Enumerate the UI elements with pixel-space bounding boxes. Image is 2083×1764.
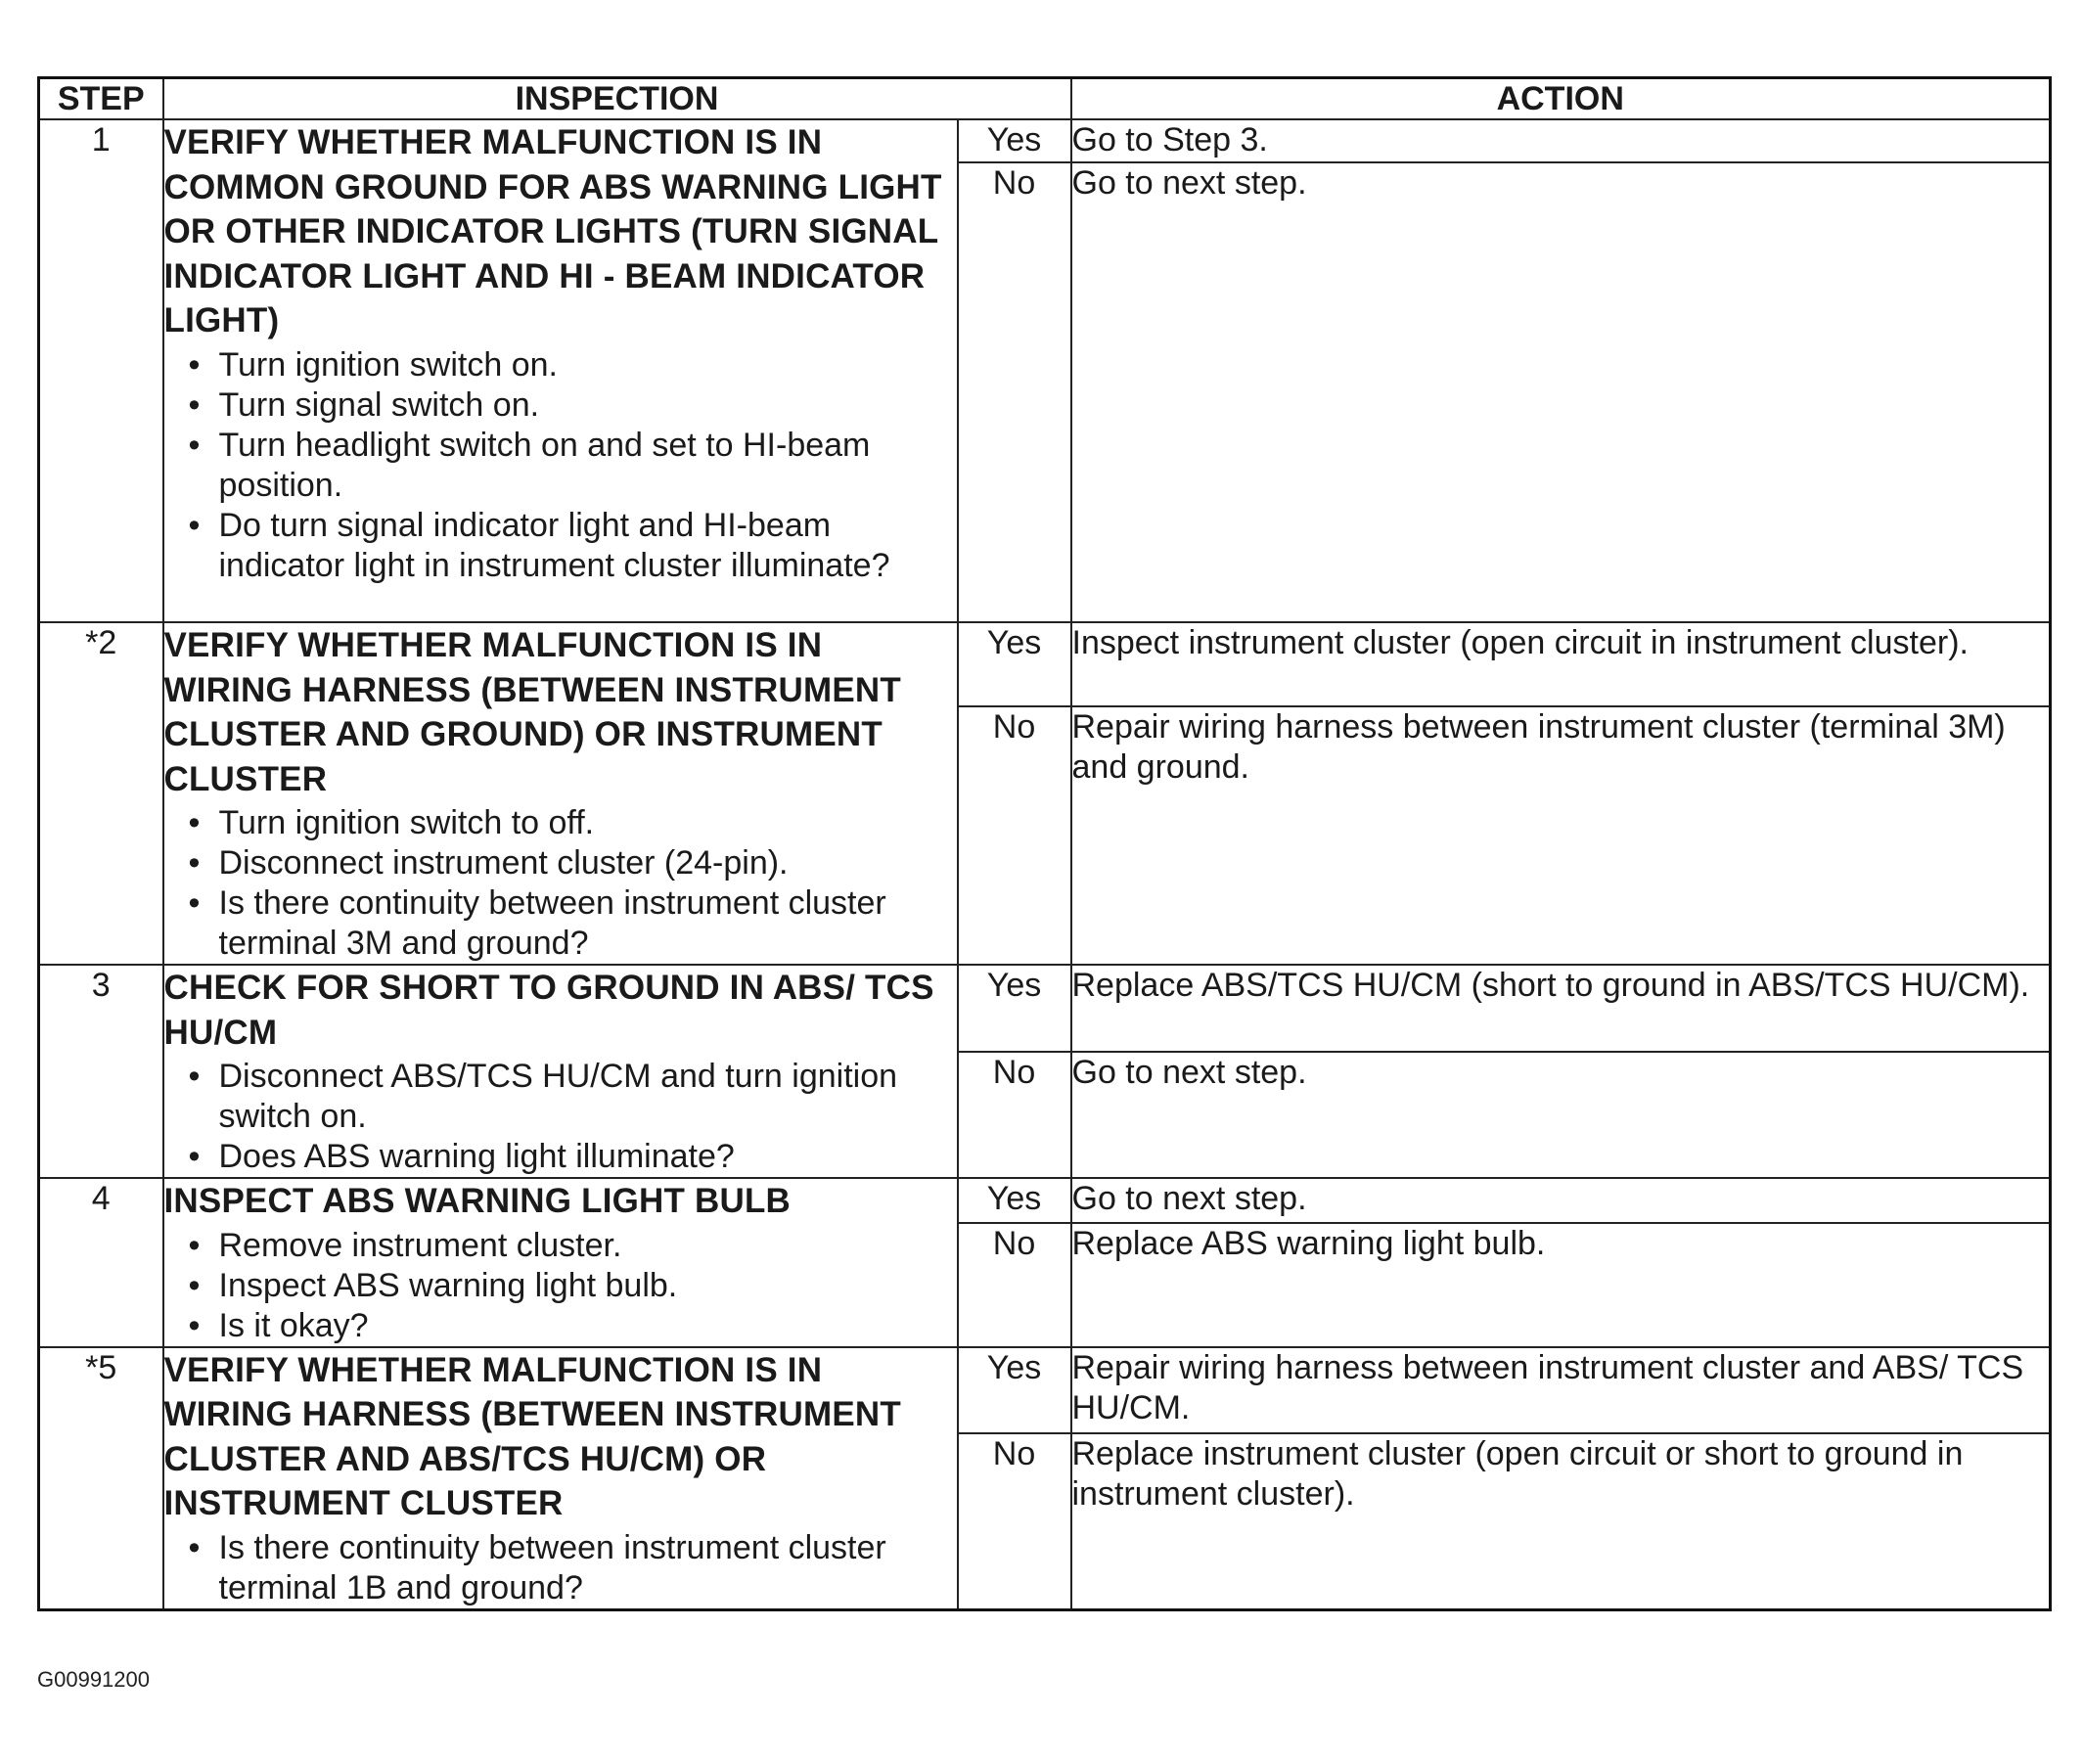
no-label: No [958, 1052, 1071, 1178]
step-number: 1 [39, 119, 163, 622]
no-label: No [958, 1223, 1071, 1347]
inspection-bullet-list [164, 1226, 957, 1346]
no-action: Go to next step. [1071, 162, 2051, 622]
yes-action: Inspect instrument cluster (open circuit in instrument cluster). [1071, 622, 2051, 706]
inspection-bullet-list [164, 1057, 957, 1177]
table-row [39, 622, 2051, 706]
bullet-text: Is there continuity between instrument cluster terminal 3M and ground? [218, 884, 886, 962]
yes-action: Go to Step 3. [1071, 119, 2051, 162]
no-label: No [958, 706, 1071, 965]
step-number: *5 [39, 1347, 163, 1610]
no-action: Repair wiring harness between instrument cluster (terminal 3M) and ground. [1071, 706, 2051, 965]
header-row [39, 78, 2051, 120]
no-action: Replace ABS warning light bulb. [1071, 1223, 2051, 1347]
bullet-text: Turn ignition switch to off. [218, 804, 595, 841]
list-item [188, 803, 957, 843]
no-action: Go to next step. [1071, 1052, 2051, 1178]
bullet-icon: • [188, 1058, 201, 1095]
bullet-text: Does ABS warning light illuminate? [218, 1138, 735, 1175]
step-column-header: STEP [39, 78, 163, 120]
inspection-title: VERIFY WHETHER MALFUNCTION IS IN WIRING HARNESS (BETWEEN INSTRUMENT CLUSTER AND ABS/TCS HU/CM) OR INSTRUMENT CLUSTER [163, 1350, 901, 1522]
bullet-icon: • [188, 844, 201, 882]
yes-label: Yes [958, 119, 1071, 162]
step-number: 3 [39, 965, 163, 1178]
table-row [39, 1347, 2051, 1434]
inspection-title: CHECK FOR SHORT TO GROUND IN ABS/ TCS HU/CM [163, 969, 934, 1052]
inspection-column-header: INSPECTION [163, 78, 1071, 120]
yes-label: Yes [958, 1178, 1071, 1223]
yes-label: Yes [958, 622, 1071, 706]
inspection-cell [163, 965, 958, 1178]
table-row [39, 1178, 2051, 1223]
bullet-text: Inspect ABS warning light bulb. [218, 1266, 678, 1304]
list-item [188, 506, 957, 586]
list-item [188, 1306, 957, 1346]
bullet-icon: • [188, 1306, 201, 1344]
inspection-bullet-list [164, 1528, 957, 1608]
inspection-bullet-list [164, 803, 957, 964]
inspection-cell [163, 622, 958, 965]
step-number: *2 [39, 622, 163, 965]
inspection-cell [163, 1347, 958, 1610]
inspection-cell [163, 1178, 958, 1347]
yes-label: Yes [958, 965, 1071, 1052]
yes-action: Repair wiring harness between instrument cluster and ABS/ TCS HU/CM. [1071, 1347, 2051, 1434]
list-item [188, 883, 957, 964]
list-item [188, 426, 957, 506]
table-row [39, 119, 2051, 162]
bullet-text: Disconnect instrument cluster (24-pin). [218, 844, 789, 882]
bullet-icon: • [188, 804, 201, 841]
inspection-cell [163, 119, 958, 622]
bullet-icon: • [188, 506, 201, 544]
diagnostic-procedure-table [37, 76, 2052, 1611]
list-item [188, 385, 957, 426]
bullet-icon: • [188, 1226, 201, 1264]
list-item [188, 1226, 957, 1266]
bullet-text: Disconnect ABS/TCS HU/CM and turn ignition switch on. [218, 1058, 898, 1135]
list-item [188, 1266, 957, 1306]
bullet-icon: • [188, 1266, 201, 1304]
bullet-icon: • [188, 884, 201, 922]
inspection-title: VERIFY WHETHER MALFUNCTION IS IN WIRING HARNESS (BETWEEN INSTRUMENT CLUSTER AND GROUND) OR INSTRUMENT CLUSTER [163, 626, 901, 798]
bullet-text: Turn signal switch on. [218, 385, 540, 424]
yes-action: Replace ABS/TCS HU/CM (short to ground in ABS/TCS HU/CM). [1071, 965, 2051, 1052]
no-action: Replace instrument cluster (open circuit or short to ground in instrument cluster). [1071, 1433, 2051, 1609]
bullet-icon: • [188, 1138, 201, 1175]
yes-action: Go to next step. [1071, 1178, 2051, 1223]
yes-label: Yes [958, 1347, 1071, 1434]
bullet-text: Is it okay? [218, 1306, 369, 1344]
bullet-icon: • [188, 426, 201, 464]
bullet-icon: • [188, 345, 201, 384]
action-column-header: ACTION [1071, 78, 2051, 120]
bullet-icon: • [188, 1528, 201, 1566]
bullet-icon: • [188, 385, 201, 424]
diagnostic-table-container [37, 76, 2049, 1611]
list-item [188, 1057, 957, 1137]
list-item [188, 1528, 957, 1608]
inspection-title: INSPECT ABS WARNING LIGHT BULB [163, 1182, 792, 1220]
bullet-text: Turn ignition switch on. [218, 345, 558, 384]
table-row [39, 965, 2051, 1052]
list-item [188, 345, 957, 385]
no-label: No [958, 162, 1071, 622]
list-item [188, 843, 957, 883]
bullet-text: Is there continuity between instrument cluster terminal 1B and ground? [218, 1528, 886, 1606]
list-item [188, 1137, 957, 1177]
no-label: No [958, 1433, 1071, 1609]
inspection-title: VERIFY WHETHER MALFUNCTION IS IN COMMON GROUND FOR ABS WARNING LIGHT OR OTHER INDICATOR LIGHTS (TURN SIGNAL INDICATOR LIGHT AND HI - BEAM INDICATOR LIGHT) [163, 123, 942, 339]
step-number: 4 [39, 1178, 163, 1347]
bullet-text: Do turn signal indicator light and HI-beam indicator light in instrument cluster illuminate? [218, 506, 890, 584]
figure-id: G00991200 [37, 1667, 150, 1692]
bullet-text: Remove instrument cluster. [218, 1226, 622, 1264]
inspection-bullet-list [164, 345, 957, 586]
bullet-text: Turn headlight switch on and set to HI-beam position. [218, 426, 871, 504]
